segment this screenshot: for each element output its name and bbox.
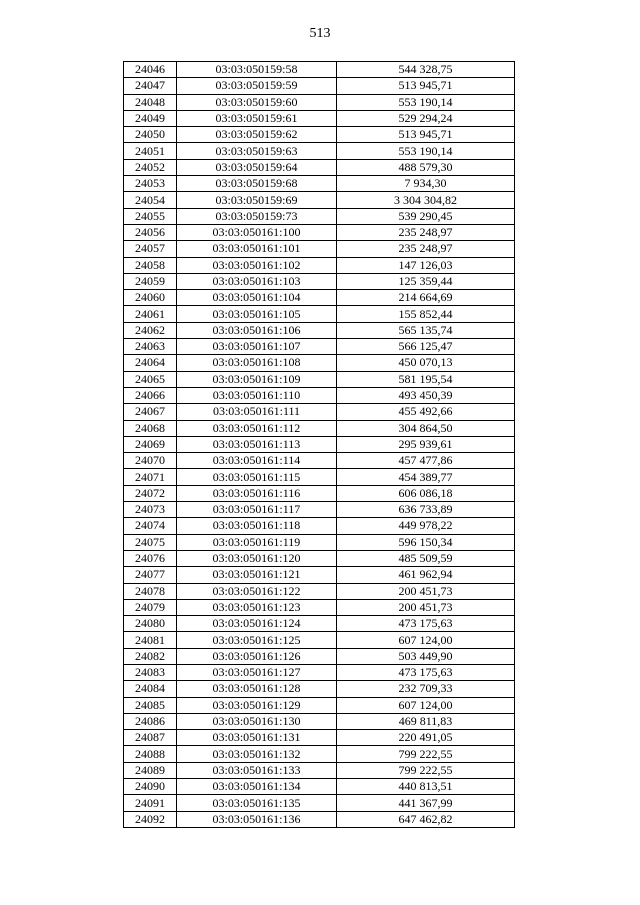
cadastral-value-cell: 455 492,66 xyxy=(337,404,515,420)
cadastral-number-cell: 03:03:050159:61 xyxy=(177,110,337,126)
row-number-cell: 24082 xyxy=(124,648,177,664)
cadastral-number-cell: 03:03:050161:102 xyxy=(177,257,337,273)
cadastral-number-cell: 03:03:050159:73 xyxy=(177,208,337,224)
table-body xyxy=(124,62,515,828)
row-number-cell: 24074 xyxy=(124,518,177,534)
table-row xyxy=(124,485,515,501)
row-number-cell: 24050 xyxy=(124,127,177,143)
cadastral-number-cell: 03:03:050159:62 xyxy=(177,127,337,143)
cadastral-number-cell: 03:03:050161:107 xyxy=(177,339,337,355)
table-row xyxy=(124,632,515,648)
cadastral-value-cell: 607 124,00 xyxy=(337,697,515,713)
table-row xyxy=(124,616,515,632)
row-number-cell: 24047 xyxy=(124,78,177,94)
table-row xyxy=(124,583,515,599)
cadastral-number-cell: 03:03:050161:106 xyxy=(177,322,337,338)
table-row xyxy=(124,534,515,550)
table-row xyxy=(124,648,515,664)
cadastral-number-cell: 03:03:050161:110 xyxy=(177,387,337,403)
row-number-cell: 24054 xyxy=(124,192,177,208)
cadastral-number-cell: 03:03:050161:104 xyxy=(177,290,337,306)
table-row xyxy=(124,420,515,436)
cadastral-number-cell: 03:03:050161:114 xyxy=(177,453,337,469)
table-row xyxy=(124,664,515,680)
table-row xyxy=(124,746,515,762)
table-row xyxy=(124,62,515,78)
cadastral-number-cell: 03:03:050159:63 xyxy=(177,143,337,159)
row-number-cell: 24087 xyxy=(124,730,177,746)
table-row xyxy=(124,273,515,289)
table-row xyxy=(124,502,515,518)
cadastral-value-cell: 200 451,73 xyxy=(337,599,515,615)
table-row xyxy=(124,387,515,403)
cadastral-number-cell: 03:03:050159:69 xyxy=(177,192,337,208)
table-row xyxy=(124,371,515,387)
cadastral-value-cell: 454 389,77 xyxy=(337,469,515,485)
row-number-cell: 24088 xyxy=(124,746,177,762)
cadastral-number-cell: 03:03:050161:113 xyxy=(177,436,337,452)
cadastral-value-table xyxy=(123,61,515,828)
row-number-cell: 24068 xyxy=(124,420,177,436)
cadastral-value-cell: 232 709,33 xyxy=(337,681,515,697)
cadastral-value-cell: 235 248,97 xyxy=(337,224,515,240)
table-row xyxy=(124,224,515,240)
cadastral-number-cell: 03:03:050161:123 xyxy=(177,599,337,615)
table-row xyxy=(124,290,515,306)
cadastral-number-cell: 03:03:050161:121 xyxy=(177,567,337,583)
cadastral-value-cell: 488 579,30 xyxy=(337,159,515,175)
cadastral-number-cell: 03:03:050161:127 xyxy=(177,664,337,680)
cadastral-number-cell: 03:03:050159:58 xyxy=(177,62,337,78)
table-row xyxy=(124,436,515,452)
cadastral-value-cell: 565 135,74 xyxy=(337,322,515,338)
cadastral-value-cell: 235 248,97 xyxy=(337,241,515,257)
cadastral-number-cell: 03:03:050161:135 xyxy=(177,795,337,811)
row-number-cell: 24084 xyxy=(124,681,177,697)
cadastral-number-cell: 03:03:050161:126 xyxy=(177,648,337,664)
cadastral-value-cell: 566 125,47 xyxy=(337,339,515,355)
table-row xyxy=(124,110,515,126)
table-row xyxy=(124,159,515,175)
cadastral-number-cell: 03:03:050161:136 xyxy=(177,811,337,827)
row-number-cell: 24057 xyxy=(124,241,177,257)
cadastral-value-cell: 529 294,24 xyxy=(337,110,515,126)
cadastral-number-cell: 03:03:050161:132 xyxy=(177,746,337,762)
row-number-cell: 24067 xyxy=(124,404,177,420)
table-row xyxy=(124,713,515,729)
row-number-cell: 24079 xyxy=(124,599,177,615)
table-row xyxy=(124,811,515,827)
table-row xyxy=(124,762,515,778)
cadastral-value-cell: 7 934,30 xyxy=(337,176,515,192)
row-number-cell: 24075 xyxy=(124,534,177,550)
row-number-cell: 24090 xyxy=(124,779,177,795)
table-row xyxy=(124,94,515,110)
cadastral-number-cell: 03:03:050159:68 xyxy=(177,176,337,192)
row-number-cell: 24065 xyxy=(124,371,177,387)
table-row xyxy=(124,257,515,273)
table-row xyxy=(124,404,515,420)
row-number-cell: 24046 xyxy=(124,62,177,78)
row-number-cell: 24055 xyxy=(124,208,177,224)
cadastral-number-cell: 03:03:050161:119 xyxy=(177,534,337,550)
row-number-cell: 24048 xyxy=(124,94,177,110)
row-number-cell: 24076 xyxy=(124,550,177,566)
table-row xyxy=(124,730,515,746)
row-number-cell: 24077 xyxy=(124,567,177,583)
row-number-cell: 24058 xyxy=(124,257,177,273)
table-row xyxy=(124,518,515,534)
cadastral-value-cell: 553 190,14 xyxy=(337,94,515,110)
row-number-cell: 24085 xyxy=(124,697,177,713)
cadastral-number-cell: 03:03:050159:64 xyxy=(177,159,337,175)
cadastral-number-cell: 03:03:050161:109 xyxy=(177,371,337,387)
row-number-cell: 24061 xyxy=(124,306,177,322)
cadastral-value-cell: 155 852,44 xyxy=(337,306,515,322)
table-row xyxy=(124,697,515,713)
table-row xyxy=(124,550,515,566)
row-number-cell: 24051 xyxy=(124,143,177,159)
row-number-cell: 24069 xyxy=(124,436,177,452)
cadastral-value-cell: 581 195,54 xyxy=(337,371,515,387)
cadastral-number-cell: 03:03:050159:59 xyxy=(177,78,337,94)
cadastral-value-cell: 636 733,89 xyxy=(337,502,515,518)
cadastral-value-cell: 220 491,05 xyxy=(337,730,515,746)
cadastral-number-cell: 03:03:050161:125 xyxy=(177,632,337,648)
row-number-cell: 24053 xyxy=(124,176,177,192)
cadastral-value-cell: 457 477,86 xyxy=(337,453,515,469)
table-row xyxy=(124,176,515,192)
table-row xyxy=(124,567,515,583)
cadastral-number-cell: 03:03:050161:101 xyxy=(177,241,337,257)
cadastral-number-cell: 03:03:050161:130 xyxy=(177,713,337,729)
cadastral-number-cell: 03:03:050161:122 xyxy=(177,583,337,599)
row-number-cell: 24063 xyxy=(124,339,177,355)
row-number-cell: 24062 xyxy=(124,322,177,338)
table-row xyxy=(124,779,515,795)
table-row xyxy=(124,208,515,224)
row-number-cell: 24064 xyxy=(124,355,177,371)
row-number-cell: 24052 xyxy=(124,159,177,175)
cadastral-value-cell: 799 222,55 xyxy=(337,746,515,762)
table-row xyxy=(124,681,515,697)
row-number-cell: 24092 xyxy=(124,811,177,827)
row-number-cell: 24091 xyxy=(124,795,177,811)
cadastral-number-cell: 03:03:050159:60 xyxy=(177,94,337,110)
table-row xyxy=(124,127,515,143)
cadastral-value-cell: 441 367,99 xyxy=(337,795,515,811)
cadastral-value-cell: 450 070,13 xyxy=(337,355,515,371)
table-row xyxy=(124,339,515,355)
cadastral-value-cell: 485 509,59 xyxy=(337,550,515,566)
row-number-cell: 24080 xyxy=(124,616,177,632)
cadastral-value-cell: 544 328,75 xyxy=(337,62,515,78)
cadastral-number-cell: 03:03:050161:128 xyxy=(177,681,337,697)
cadastral-value-cell: 214 664,69 xyxy=(337,290,515,306)
row-number-cell: 24070 xyxy=(124,453,177,469)
cadastral-value-cell: 503 449,90 xyxy=(337,648,515,664)
cadastral-number-cell: 03:03:050161:116 xyxy=(177,485,337,501)
table-row xyxy=(124,322,515,338)
cadastral-value-cell: 295 939,61 xyxy=(337,436,515,452)
table-row xyxy=(124,469,515,485)
cadastral-value-cell: 200 451,73 xyxy=(337,583,515,599)
cadastral-number-cell: 03:03:050161:133 xyxy=(177,762,337,778)
table-row xyxy=(124,795,515,811)
cadastral-value-cell: 473 175,63 xyxy=(337,664,515,680)
row-number-cell: 24083 xyxy=(124,664,177,680)
cadastral-value-cell: 539 290,45 xyxy=(337,208,515,224)
cadastral-number-cell: 03:03:050161:112 xyxy=(177,420,337,436)
row-number-cell: 24066 xyxy=(124,387,177,403)
row-number-cell: 24071 xyxy=(124,469,177,485)
cadastral-number-cell: 03:03:050161:108 xyxy=(177,355,337,371)
table-row xyxy=(124,192,515,208)
cadastral-number-cell: 03:03:050161:118 xyxy=(177,518,337,534)
cadastral-value-cell: 473 175,63 xyxy=(337,616,515,632)
cadastral-value-cell: 3 304 304,82 xyxy=(337,192,515,208)
row-number-cell: 24056 xyxy=(124,224,177,240)
cadastral-value-cell: 449 978,22 xyxy=(337,518,515,534)
row-number-cell: 24049 xyxy=(124,110,177,126)
table-row xyxy=(124,355,515,371)
cadastral-number-cell: 03:03:050161:120 xyxy=(177,550,337,566)
row-number-cell: 24086 xyxy=(124,713,177,729)
cadastral-number-cell: 03:03:050161:111 xyxy=(177,404,337,420)
cadastral-value-cell: 607 124,00 xyxy=(337,632,515,648)
cadastral-value-cell: 799 222,55 xyxy=(337,762,515,778)
row-number-cell: 24073 xyxy=(124,502,177,518)
cadastral-value-cell: 147 126,03 xyxy=(337,257,515,273)
cadastral-number-cell: 03:03:050161:115 xyxy=(177,469,337,485)
cadastral-value-cell: 440 813,51 xyxy=(337,779,515,795)
cadastral-number-cell: 03:03:050161:134 xyxy=(177,779,337,795)
row-number-cell: 24081 xyxy=(124,632,177,648)
cadastral-value-cell: 125 359,44 xyxy=(337,273,515,289)
table-row xyxy=(124,599,515,615)
cadastral-number-cell: 03:03:050161:124 xyxy=(177,616,337,632)
cadastral-number-cell: 03:03:050161:103 xyxy=(177,273,337,289)
cadastral-value-cell: 513 945,71 xyxy=(337,78,515,94)
row-number-cell: 24059 xyxy=(124,273,177,289)
table-row xyxy=(124,453,515,469)
cadastral-value-cell: 553 190,14 xyxy=(337,143,515,159)
table-row xyxy=(124,241,515,257)
table-row xyxy=(124,143,515,159)
cadastral-number-cell: 03:03:050161:105 xyxy=(177,306,337,322)
cadastral-number-cell: 03:03:050161:100 xyxy=(177,224,337,240)
cadastral-value-cell: 469 811,83 xyxy=(337,713,515,729)
cadastral-value-cell: 513 945,71 xyxy=(337,127,515,143)
cadastral-number-cell: 03:03:050161:131 xyxy=(177,730,337,746)
cadastral-value-cell: 596 150,34 xyxy=(337,534,515,550)
row-number-cell: 24089 xyxy=(124,762,177,778)
table-row xyxy=(124,306,515,322)
page-number: 513 xyxy=(309,26,331,41)
cadastral-value-cell: 461 962,94 xyxy=(337,567,515,583)
cadastral-value-cell: 493 450,39 xyxy=(337,387,515,403)
row-number-cell: 24072 xyxy=(124,485,177,501)
cadastral-value-cell: 647 462,82 xyxy=(337,811,515,827)
table-row xyxy=(124,78,515,94)
row-number-cell: 24060 xyxy=(124,290,177,306)
cadastral-value-cell: 304 864,50 xyxy=(337,420,515,436)
cadastral-value-cell: 606 086,18 xyxy=(337,485,515,501)
cadastral-number-cell: 03:03:050161:117 xyxy=(177,502,337,518)
cadastral-number-cell: 03:03:050161:129 xyxy=(177,697,337,713)
row-number-cell: 24078 xyxy=(124,583,177,599)
